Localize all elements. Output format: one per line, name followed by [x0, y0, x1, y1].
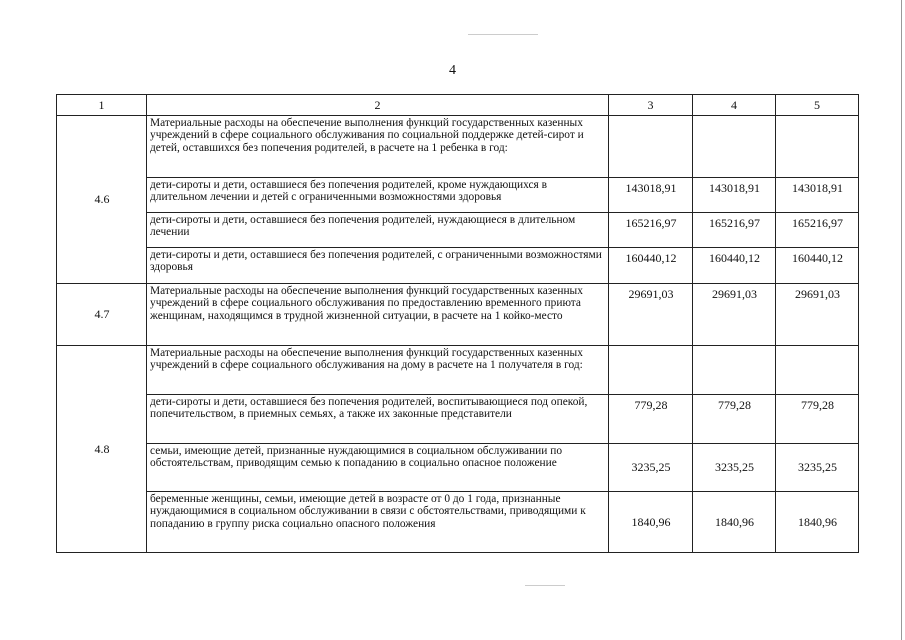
value-col-5: 1840,96	[776, 492, 859, 553]
table-row	[57, 116, 859, 178]
value-col-4: 1840,96	[693, 492, 776, 553]
row-description: дети-сироты и дети, оставшиеся без попечения родителей, нуждающиеся в длительном лечении	[147, 213, 609, 248]
value-col-5	[776, 116, 859, 178]
row-description: семьи, имеющие детей, признанные нуждающимися в социальном обслуживании по обстоятельствам, приводящим семью к попаданию в социально опасное положение	[147, 444, 609, 492]
item-number: 4.8	[57, 346, 147, 553]
value-col-3: 29691,03	[609, 284, 693, 346]
value-col-4: 3235,25	[693, 444, 776, 492]
row-description: Материальные расходы на обеспечение выполнения функций государственных казенных учреждений в сфере социального обслуживания по социальной поддержке детей-сирот и детей, оставшихся без попечения родителей, в расчете на 1 ребенка в год:	[147, 116, 609, 178]
header-col-3: 3	[609, 95, 693, 116]
value-col-3	[609, 116, 693, 178]
value-col-3: 1840,96	[609, 492, 693, 553]
value-col-3: 165216,97	[609, 213, 693, 248]
value-col-4: 779,28	[693, 395, 776, 444]
item-number: 4.7	[57, 284, 147, 346]
cost-norms-table	[56, 94, 859, 553]
header-col-4: 4	[693, 95, 776, 116]
value-col-4: 160440,12	[693, 248, 776, 284]
value-col-5: 143018,91	[776, 178, 859, 213]
value-col-3: 3235,25	[609, 444, 693, 492]
value-col-4: 29691,03	[693, 284, 776, 346]
value-col-4	[693, 346, 776, 395]
scan-mark	[525, 585, 565, 586]
table-row	[57, 346, 859, 395]
table-row	[57, 284, 859, 346]
value-col-5: 160440,12	[776, 248, 859, 284]
value-col-5: 3235,25	[776, 444, 859, 492]
page-number: 4	[449, 63, 456, 78]
table-row	[57, 395, 859, 444]
item-number: 4.6	[57, 116, 147, 284]
header-col-1: 1	[57, 95, 147, 116]
table-row	[57, 492, 859, 553]
row-description: дети-сироты и дети, оставшиеся без попечения родителей, кроме нуждающихся в длительном лечении и детей с ограниченными возможностями здоровья	[147, 178, 609, 213]
row-description: беременные женщины, семьи, имеющие детей в возрасте от 0 до 1 года, признанные нуждающимися в социальном обслуживании в связи с обстоятельствами, приводящими к попаданию в группу риска социально опасного положения	[147, 492, 609, 553]
value-col-4: 143018,91	[693, 178, 776, 213]
row-description: Материальные расходы на обеспечение выполнения функций государственных казенных учреждений в сфере социального обслуживания по предоставлению временного приюта женщинам, находящимся в трудной жизненной ситуации, в расчете на 1 койко-место	[147, 284, 609, 346]
value-col-5	[776, 346, 859, 395]
header-col-5: 5	[776, 95, 859, 116]
value-col-5: 779,28	[776, 395, 859, 444]
row-description: дети-сироты и дети, оставшиеся без попечения родителей, воспитывающиеся под опекой, попечительством, в приемных семьях, а также их законные представители	[147, 395, 609, 444]
table-row	[57, 248, 859, 284]
value-col-3: 779,28	[609, 395, 693, 444]
value-col-5: 29691,03	[776, 284, 859, 346]
row-description: Материальные расходы на обеспечение выполнения функций государственных казенных учреждений в сфере социального обслуживания на дому в расчете на 1 получателя в год:	[147, 346, 609, 395]
page-edge	[901, 0, 902, 640]
header-col-2: 2	[147, 95, 609, 116]
row-description: дети-сироты и дети, оставшиеся без попечения родителей, с ограниченными возможностями здоровья	[147, 248, 609, 284]
table-row	[57, 213, 859, 248]
scan-mark	[468, 34, 538, 35]
value-col-5: 165216,97	[776, 213, 859, 248]
table-row	[57, 444, 859, 492]
value-col-3: 160440,12	[609, 248, 693, 284]
value-col-3	[609, 346, 693, 395]
value-col-4: 165216,97	[693, 213, 776, 248]
header-row	[57, 95, 859, 116]
value-col-4	[693, 116, 776, 178]
table-row	[57, 178, 859, 213]
value-col-3: 143018,91	[609, 178, 693, 213]
